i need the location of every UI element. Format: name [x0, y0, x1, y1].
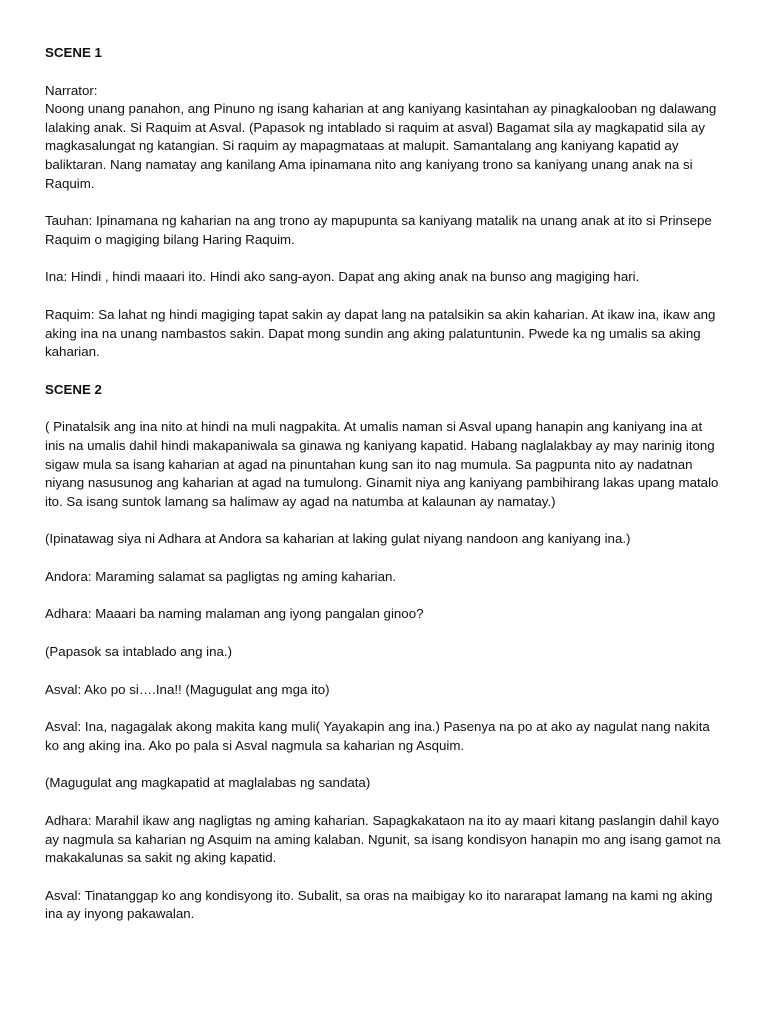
scene-1-paragraph: Tauhan: Ipinamana ng kaharian na ang trono ay mapupunta sa kaniyang matalik na unang anak at ito si Prinsepe Raquim o magiging bilang Haring Raquim.: [45, 213, 712, 247]
scene-2-paragraph: (Ipinatawag siya ni Adhara at Andora sa kaharian at laking gulat niyang nandoon ang kaniyang ina.): [45, 531, 631, 547]
scene-1-paragraph: Ina: Hindi , hindi maaari ito. Hindi ako sang-ayon. Dapat ang aking anak na bunso ang magiging hari.: [45, 269, 640, 285]
narrator-text: Noong unang panahon, ang Pinuno ng isang kaharian at ang kaniyang kasintahan ay pinagkalooban ng dalawang lalaking anak. Si Raquim at Asval. (Papasok ng intablado si raquim at asval) Bagamat sila ay magkapatid sila ay magkasalungat ng katangian. Si raquim ay mapagmataas at malupit. Samantalang ang kaniyang kapatid ay baliktaran. Nang namatay ang kanilang Ama ipinamana nito ang kaniyang trono sa kaniyang unang anak na si Raquim.: [45, 101, 717, 191]
scene-2-paragraph: Asval: Tinatanggap ko ang kondisyong ito. Subalit, sa oras na maibigay ko ito nararapat lamang na kami ng aking ina ay inyong pakawalan.: [45, 887, 713, 922]
scene-2-paragraph: Asval: Ako po si….Ina!! (Magugulat ang mga ito): [45, 681, 330, 697]
scene-2-heading: SCENE 2: [45, 381, 102, 397]
scene-2-paragraph: ( Pinatalsik ang ina nito at hindi na muli nagpakita. At umalis naman si Asval upang hanapin ang kaniyang ina at inis na umalis dahil hindi makapaniwala sa ginawa ng kaniyang kapatid. Habang naglalakbay ay may narinig itong sigaw mula sa isang kaharian at agad na pinuntahan kung san ito nag mumula. Sa pagpunta nito ay nadatnan niyang nasusunog ang kaharian at agad na tumulong. Ginamit niya ang kaniyang pambihirang lakas upang matalo ito. Sa isang suntok lamang sa halimaw ay agad na natumba at kalaunan ay namatay.): [45, 419, 719, 509]
scene-2-paragraph: Asval: Ina, nagagalak akong makita kang muli( Yayakapin ang ina.) Pasenya na po at ako ay nagulat nang nakita ko ang aking ina. Ako po pala si Asval nagmula sa kaharian ng Asquim.: [45, 719, 710, 753]
narrator-label: Narrator:: [45, 82, 98, 98]
script-content: [45, 44, 725, 943]
scene-1-heading: SCENE 1: [45, 45, 102, 60]
scene-2-paragraph: Adhara: Maaari ba naming malaman ang iyong pangalan ginoo?: [45, 606, 424, 622]
scene-2-paragraph: (Papasok sa intablado ang ina.): [45, 644, 233, 660]
scene-2-paragraph: (Magugulat ang magkapatid at maglalabas ng sandata): [45, 775, 371, 791]
narrator-paragraph: [45, 82, 725, 194]
scene-2-paragraph: Andora: Maraming salamat sa pagligtas ng aming kaharian.: [45, 568, 397, 584]
scene-2-paragraph: Adhara: Marahil ikaw ang nagligtas ng aming kaharian. Sapagkakataon na ito ay maari kitang paslangin dahil kayo ay nagmula sa kaharian ng Asquim na aming kalaban. Ngunit, sa isang kondisyon hanapin mo ang isang gamot na makakalunas sa sakit ng aking kapatid.: [45, 813, 721, 866]
scene-1-paragraph: Raquim: Sa lahat ng hindi magiging tapat sakin ay dapat lang na patalsikin sa akin kaharian. At ikaw ina, ikaw ang aking ina na unang nambastos sakin. Dapat mong sundin ang aking palatuntunin. Pwede ka ng umalis sa aking kaharian.: [45, 306, 716, 360]
